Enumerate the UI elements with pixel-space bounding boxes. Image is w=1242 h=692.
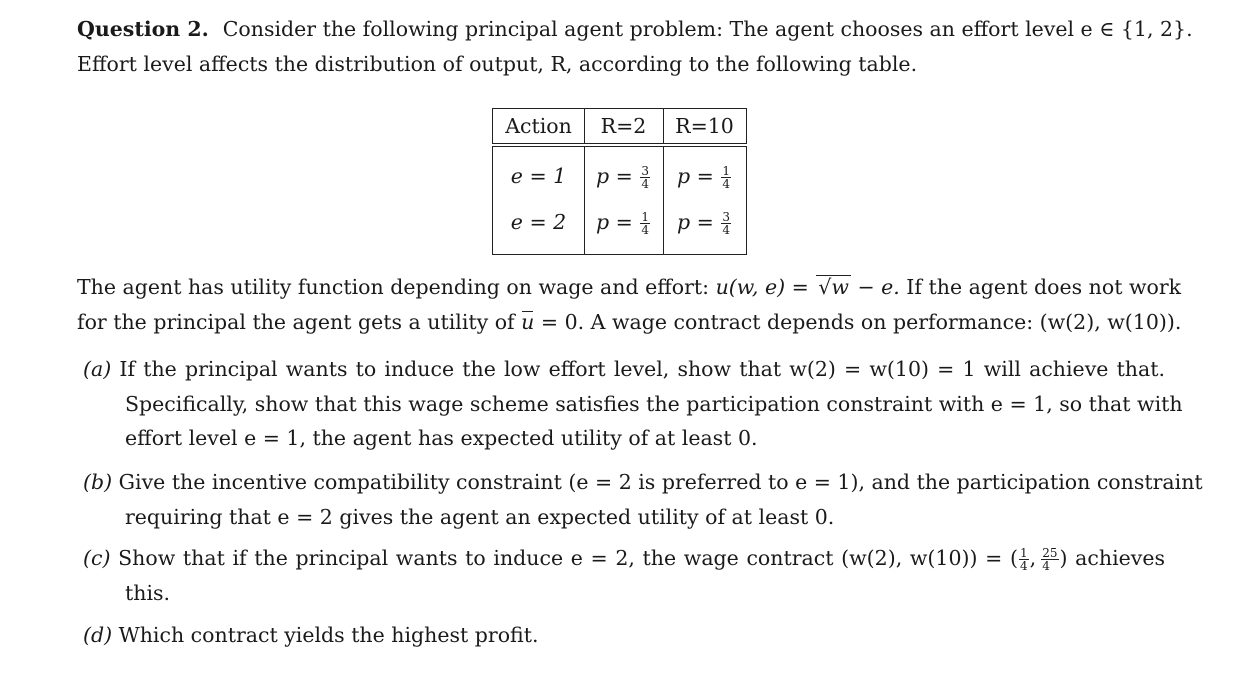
header-r10: R=10 (675, 114, 734, 138)
part-c-line-1: (c) Show that if the principal wants to induce e = 2, the wage contract (w(2), w(10)) = ( $\frac{1}{4}$ , $\frac{25}{4}$ ) achieves (83, 546, 1165, 573)
table-row-2-r10: p = $\frac{3}{4}$ (677, 210, 730, 237)
table-header (492, 108, 747, 144)
intro-line-1 (77, 12, 1193, 46)
intro-text-1: Consider the following principal agent problem: The agent chooses an effort level e ∈ {1, 2}. (222, 17, 1193, 41)
part-c-label: (c) (83, 546, 111, 570)
part-b-line-1: (b) Give the incentive compatibility constraint (e = 2 is preferred to e = 1), and the participation constraint (83, 470, 1203, 494)
table-row-1-r10: p = $\frac{1}{4}$ (677, 164, 730, 191)
part-c-line-2: this. (125, 581, 171, 605)
question-label: Question 2. (77, 17, 209, 41)
table-body (492, 146, 747, 255)
part-b-label: (b) (83, 470, 113, 494)
part-a-line-1: (a) If the principal wants to induce the low effort level, show that w(2) = w(10) = 1 will achieve that. (83, 357, 1165, 381)
table-row-1-r2: p = $\frac{3}{4}$ (596, 164, 649, 191)
header-r2: R=2 (600, 114, 647, 138)
utility-line-1: The agent has utility function depending on wage and effort: u(w, e) = √w − e. If the agent does not work (77, 275, 1182, 299)
intro-line-2: Effort level affects the distribution of output, R, according to the following table. (77, 52, 918, 76)
table-row-2-action: e = 2 (510, 210, 567, 234)
utility-line-2: for the principal the agent gets a utility of u = 0. A wage contract depends on performance: (w(2), w(10)). (77, 305, 1165, 339)
part-a-label: (a) (83, 357, 112, 381)
probability-table (492, 108, 747, 255)
table-row-2-r2: p = $\frac{1}{4}$ (596, 210, 649, 237)
header-action: Action (505, 114, 572, 138)
part-a-line-2: Specifically, show that this wage scheme satisfies the participation constraint with e = 1, so that with (125, 392, 1183, 416)
part-b-line-2: requiring that e = 2 gives the agent an expected utility of at least 0. (125, 505, 835, 529)
table-row-1-action: e = 1 (510, 164, 567, 188)
part-d-label: (d) (83, 623, 113, 647)
part-d-line-1: (d) Which contract yields the highest profit. (83, 623, 539, 647)
part-a-line-3: effort level e = 1, the agent has expected utility of at least 0. (125, 426, 758, 450)
